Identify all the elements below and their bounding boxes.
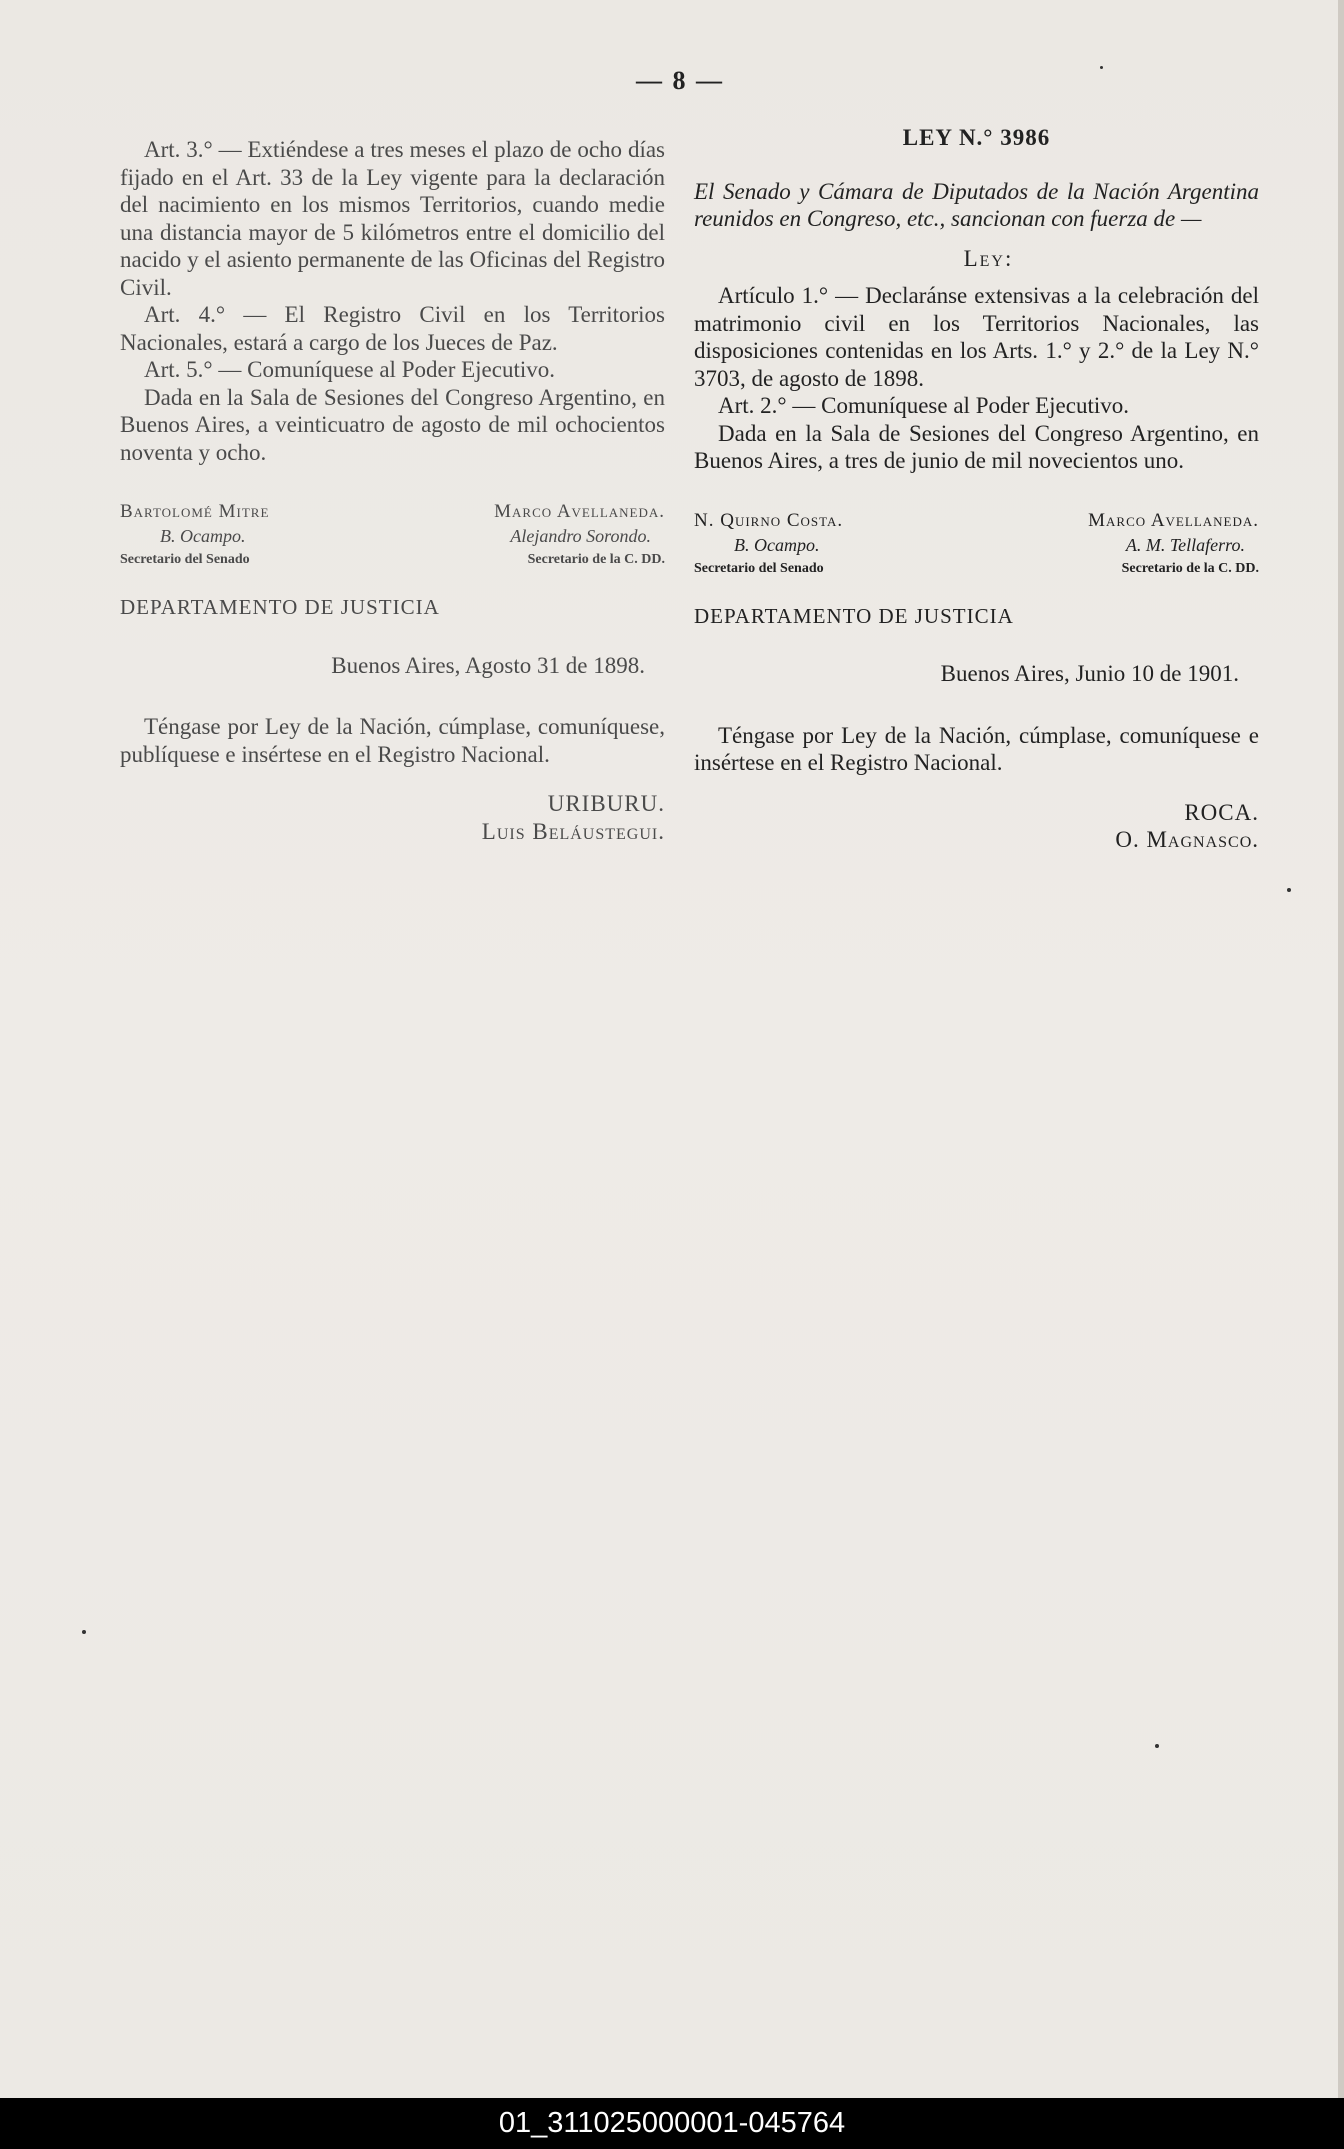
- paper-speck: [82, 1630, 86, 1634]
- page-number: — 8 —: [636, 66, 724, 95]
- article-5: Art. 5.° — Comuníquese al Poder Ejecutivo.: [144, 357, 555, 382]
- promulgation-text: Téngase por Ley de la Nación, cúmplase, comuníquese, publíquese e insértese en el Registro Nacional.: [120, 714, 665, 767]
- president-signature: ROCA.: [1184, 799, 1259, 825]
- article-3: Art. 3.° — Extiéndese a tres meses el plazo de ocho días fijado en el Art. 33 de la Ley vigente para la declaración del nacimiento en los mismos Territorios, cuando medie una distancia mayor de 5 kilómetros entre el domicilio del nacido y el asiento permanente de las Oficinas del Registro Civil.: [120, 137, 665, 300]
- enactment-clause: Dada en la Sala de Sesiones del Congreso Argentino, en Buenos Aires, a veinticuatro de agosto de mil ochocientos noventa y ocho.: [120, 384, 665, 465]
- chamber-signature: [494, 500, 665, 572]
- executive-signatures: [694, 799, 1259, 854]
- chamber-secretary: Alejandro Sorondo.: [510, 526, 651, 546]
- signature-block: [694, 509, 1259, 581]
- department-heading: DEPARTAMENTO DE JUSTICIA: [694, 603, 1014, 628]
- law-preamble: El Senado y Cámara de Diputados de la Nación Argentina reunidos en Congreso, etc., sancionan con fuerza de —: [694, 178, 1259, 231]
- signature-block: [120, 500, 665, 572]
- scan-identifier: 01_311025000001-045764: [0, 2098, 1344, 2149]
- decree-date: Buenos Aires, Junio 10 de 1901.: [940, 661, 1239, 686]
- senate-signature: [694, 509, 843, 581]
- article-4: Art. 4.° — El Registro Civil en los Territorios Nacionales, estará a cargo de los Jueces de Paz.: [120, 302, 665, 355]
- senate-secretary-title: Secretario del Senado: [694, 560, 824, 576]
- article-2: Art. 2.° — Comuníquese al Poder Ejecutivo.: [718, 393, 1129, 418]
- chamber-secretary-title: Secretario de la C. DD.: [527, 552, 665, 567]
- minister-signature: O. Magnasco.: [1115, 827, 1259, 852]
- senate-secretary: B. Ocampo.: [734, 534, 820, 555]
- chamber-signature: [1088, 509, 1259, 581]
- senate-signature: [120, 500, 269, 572]
- senate-secretary: B. Ocampo.: [160, 526, 246, 546]
- senate-president: N. Quirno Costa.: [694, 509, 844, 531]
- executive-signatures: [120, 790, 665, 845]
- department-heading: DEPARTAMENTO DE JUSTICIA: [120, 595, 440, 619]
- paper-speck: [1155, 1744, 1159, 1748]
- article-1: Artículo 1.° — Declaránse extensivas a la celebración del matrimonio civil en los Territorios Nacionales, las disposiciones contenidas en los Arts. 1.° y 2.° de la Ley N.° 3703, de agosto de 1898.: [694, 283, 1259, 391]
- decree-date: Buenos Aires, Agosto 31 de 1898.: [331, 652, 645, 678]
- left-column: [120, 136, 665, 845]
- paper-speck: [1287, 888, 1291, 892]
- chamber-secretary: A. M. Tellaferro.: [1125, 534, 1245, 555]
- president-signature: URIBURU.: [547, 791, 665, 816]
- law-label: Ley:: [963, 245, 1014, 271]
- senate-secretary-title: Secretario del Senado: [120, 552, 250, 567]
- senate-president: Bartolomé Mitre: [120, 501, 270, 522]
- minister-signature: Luis Beláustegui.: [481, 818, 665, 844]
- chamber-secretary-title: Secretario de la C. DD.: [1121, 560, 1259, 576]
- chamber-president: Marco Avellaneda.: [1088, 509, 1259, 531]
- enactment-clause: Dada en la Sala de Sesiones del Congreso Argentino, en Buenos Aires, a tres de junio de mil novecientos uno.: [694, 420, 1259, 473]
- page-edge: [1338, 0, 1344, 2098]
- law-title: LEY N.° 3986: [902, 125, 1051, 150]
- right-column: [694, 124, 1259, 854]
- chamber-president: Marco Avellaneda.: [494, 501, 665, 522]
- promulgation-text: Téngase por Ley de la Nación, cúmplase, comuníquese e insértese en el Registro Nacional.: [694, 722, 1259, 775]
- paper-speck: [1100, 66, 1103, 69]
